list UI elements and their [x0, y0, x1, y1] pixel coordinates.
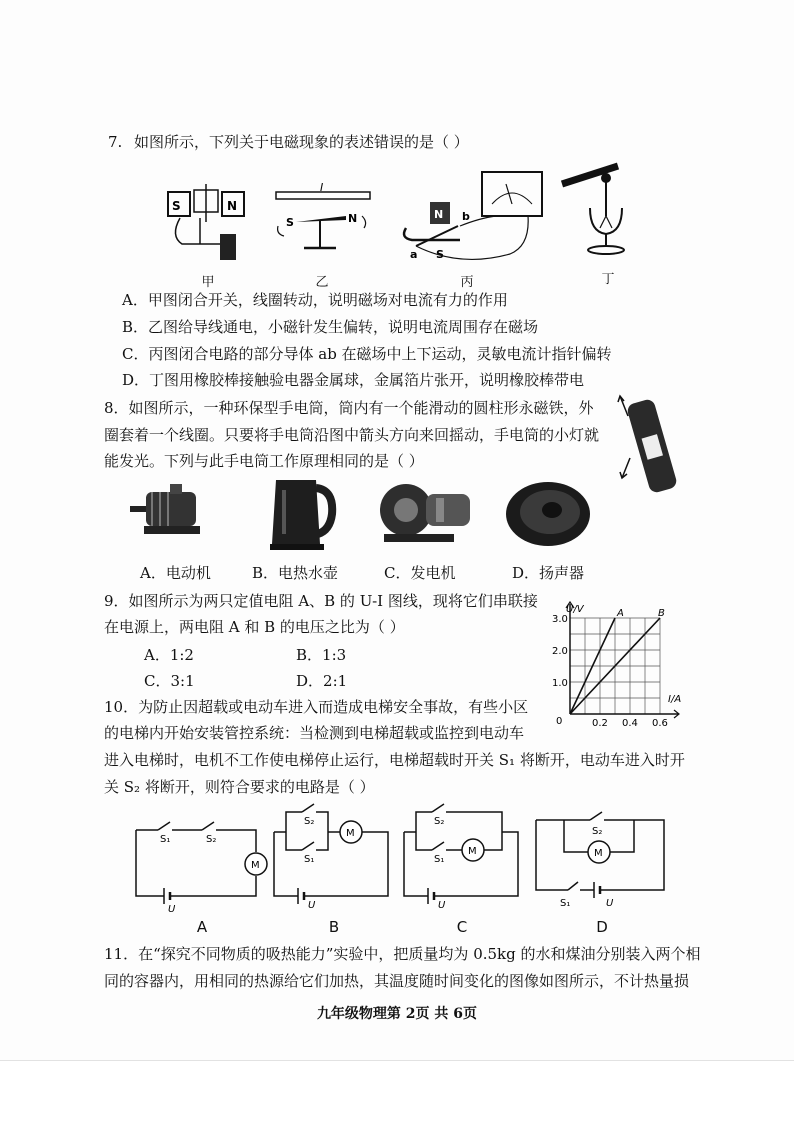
speaker-icon: [500, 478, 600, 554]
y-tick-label: 1.0: [552, 678, 568, 689]
q7-number: 7.: [108, 133, 123, 151]
q8-option-b: B．电热水壶: [252, 564, 339, 582]
svg-text:M: M: [468, 846, 477, 857]
x-tick-label: 0.6: [652, 718, 668, 728]
circuit-label-d: D: [596, 918, 608, 936]
svg-text:U: U: [438, 900, 446, 910]
svg-text:S₁: S₁: [160, 834, 171, 845]
line-a-label: A: [617, 608, 624, 619]
origin-label: 0: [556, 716, 563, 727]
x-tick-label: 0.2: [592, 718, 608, 728]
q9-option-a: A．1:2: [144, 646, 194, 664]
svg-text:S: S: [436, 248, 444, 261]
q10-line-2: 的电梯内开始安装管控系统：当检测到电梯超载或监控到电动车: [104, 724, 525, 742]
page-footer: 九年级物理第 2页 共 6页: [316, 1006, 478, 1022]
fig-label-bing: 丙: [460, 275, 474, 290]
q7-figure-ding: [556, 160, 646, 260]
svg-text:N: N: [348, 212, 358, 225]
page-bottom-edge: [0, 1060, 794, 1061]
q11-line-2: 同的容器内，用相同的热源给它们加热，其温度随时间变化的图像如图所示，不计热量损: [104, 972, 690, 990]
svg-text:S₁: S₁: [560, 898, 571, 909]
q8-option-c: C．发电机: [384, 564, 456, 582]
svg-text:M: M: [346, 828, 355, 839]
q7-figure-bing: [400, 168, 550, 270]
electric-kettle-icon: [262, 474, 342, 554]
q10-line-3: 进入电梯时，电机不工作使电梯停止运行，电梯超载时开关 S₁ 将断开，电动车进入时开: [104, 751, 685, 769]
circuit-c: [398, 800, 528, 910]
q8-option-d: D．扬声器: [512, 564, 585, 582]
q8-line-2: 圈套着一个线圈。只要将手电筒沿图中箭头方向来回摇动，手电筒的小灯就: [104, 426, 600, 444]
circuit-label-a: A: [196, 918, 208, 936]
fig-label-ding: 丁: [601, 272, 615, 287]
svg-text:S₂: S₂: [592, 826, 603, 837]
magnet-n-label: N: [227, 199, 238, 213]
flashlight-figure: [614, 394, 694, 498]
svg-text:U: U: [168, 904, 176, 913]
fig-label-jia: 甲: [201, 275, 215, 290]
svg-text:S₂: S₂: [304, 816, 315, 827]
q9-line-2: 在电源上，两电阻 A 和 B 的电压之比为（ ）: [104, 618, 405, 636]
q7-figure-jia: [160, 178, 260, 268]
svg-text:a: a: [410, 248, 418, 261]
svg-text:U: U: [606, 898, 614, 909]
svg-text:b: b: [462, 210, 470, 223]
q11-line-1: 11．在“探究不同物质的吸热能力”实验中，把质量均为 0.5kg 的水和煤油分别装入两个相: [104, 945, 701, 963]
q10-line-4: 关 S₂ 将断开，则符合要求的电路是（ ）: [104, 778, 375, 796]
circuit-a: [130, 818, 270, 913]
circuit-label-c: C: [456, 918, 468, 936]
svg-text:S: S: [286, 216, 294, 229]
q8-line-1: 8．如图所示，一种环保型手电筒，筒内有一个能滑动的圆柱形永磁铁，外: [104, 399, 594, 417]
electric-motor-icon: [126, 482, 206, 542]
q9-line-1: 9．如图所示为两只定值电阻 A、B 的 U-I 图线，现将它们串联接: [104, 592, 538, 610]
q9-option-c: C．3:1: [144, 672, 195, 690]
circuit-b: [268, 800, 398, 910]
q9-option-d: D．2:1: [296, 672, 348, 690]
q7-option-b: B．乙图给导线通电，小磁针发生偏转，说明电流周围存在磁场: [122, 318, 539, 336]
q9-option-b: B．1:3: [296, 646, 347, 664]
svg-text:M: M: [251, 860, 260, 871]
x-tick-label: 0.4: [622, 718, 638, 728]
svg-text:S₂: S₂: [206, 834, 217, 845]
q7-stem: 如图所示，下列关于电磁现象的表述错误的是（ ）: [134, 133, 469, 151]
q7-figure-yi: [268, 182, 378, 262]
q7-option-d: D．丁图用橡胶棒接触验电器金属球，金属箔片张开，说明橡胶棒带电: [122, 371, 585, 389]
q7-option-c: C．丙图闭合电路的部分导体 ab 在磁场中上下运动，灵敏电流计指针偏转: [122, 345, 612, 363]
q10-line-1: 10．为防止因超载或电动车进入而造成电梯安全事故，有些小区: [104, 698, 529, 716]
u-i-graph: [552, 598, 682, 728]
line-b-label: B: [658, 608, 665, 619]
circuit-d: [530, 808, 670, 913]
svg-text:N: N: [434, 208, 444, 221]
q8-line-3: 能发光。下列与此手电筒工作原理相同的是（ ）: [104, 452, 424, 470]
magnet-s-label: S: [172, 199, 181, 213]
svg-text:I: I: [320, 182, 324, 194]
x-axis-label: I/A: [668, 694, 682, 705]
svg-text:U: U: [308, 900, 316, 910]
svg-text:S₂: S₂: [434, 816, 445, 827]
fig-label-yi: 乙: [315, 275, 329, 290]
svg-text:S₁: S₁: [304, 854, 315, 865]
svg-text:M: M: [594, 848, 603, 859]
generator-icon: [376, 474, 476, 554]
q7-option-a: A．甲图闭合开关，线圈转动，说明磁场对电流有力的作用: [122, 291, 508, 309]
y-tick-label: 3.0: [552, 614, 568, 625]
q8-option-a: A．电动机: [140, 564, 211, 582]
y-axis-label: U/V: [566, 604, 584, 615]
y-tick-label: 2.0: [552, 646, 568, 657]
svg-text:S₁: S₁: [434, 854, 445, 865]
circuit-label-b: B: [328, 918, 340, 936]
